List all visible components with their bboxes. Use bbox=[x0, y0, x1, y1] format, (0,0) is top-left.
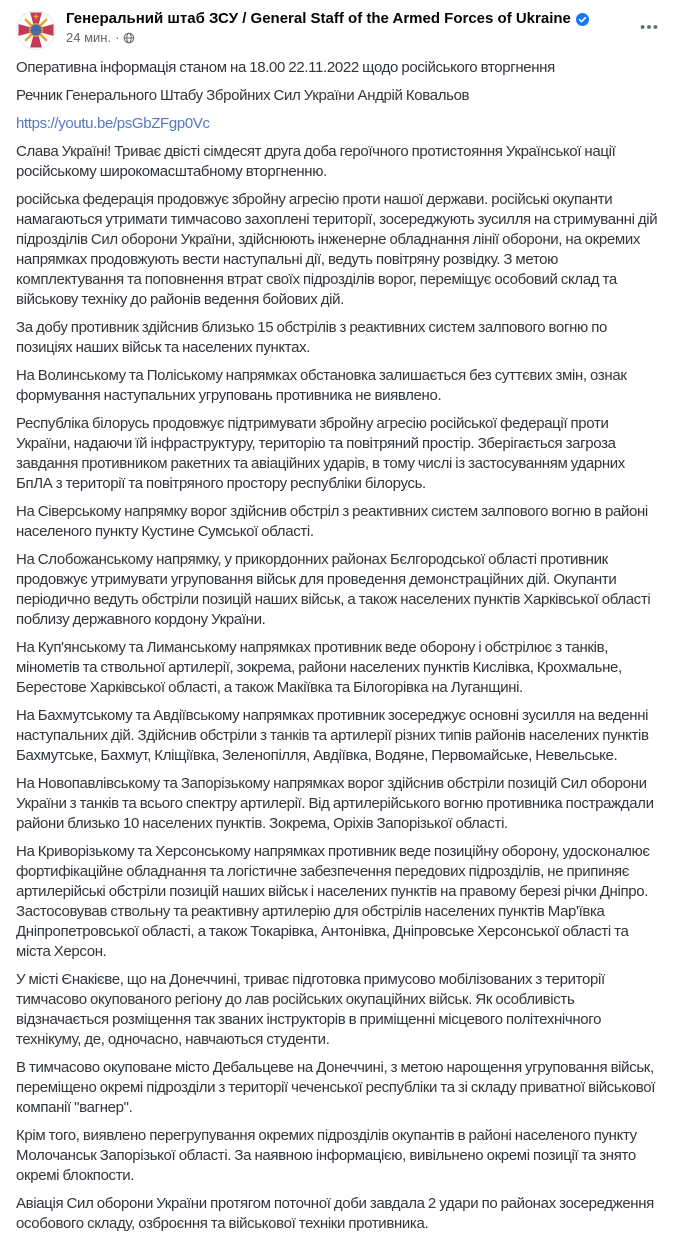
post-meta bbox=[66, 30, 634, 45]
post-paragraph: На Новопавлівському та Запорізькому напрямках ворог здійснив обстріли позицій Сил оборони України з танків та всього спектру артилерії. Від артилерійського вогню противника постраждали райони близько 10 населених пунктів. Зокрема, Оріхів Запорізької області. bbox=[16, 775, 654, 832]
post-paragraph: російська федерація продовжує збройну агресію проти нашої держави. російські окупанти намагаються утримати тимчасово захоплені території, зосереджують зусилля на стримуванні дій підрозділів Сил оборони України, здійснюють інженерне обладнання лінії оборони, на окремих напрямках продовжують вести наступальні дії, ведуть повітряну розвідку. З метою комплектування та поповнення втрат своїх підрозділів ворог, переміщує особовий склад та військову техніку до районів ведення бойових дій. bbox=[16, 191, 658, 308]
post-paragraph: На Бахмутському та Авдіївському напрямках противник зосереджує основні зусилля на веденні наступальних дій. Здійснив обстріли з танків та артилерії різних типів районів населених пунктів Бахмутське, Бахмут, Кліщіївка, Зеленопілля, Авдіївка, Водяне, Первомайське, Невельське. bbox=[16, 707, 649, 764]
post-paragraph: Республіка білорусь продовжує підтримувати збройну агресію російської федерації проти України, надаючи їй інфраструктуру, територію та повітряний простір. Зберігається загроза завдання противником ракетних та авіаційних ударів, в тому числі із застосуванням ударних БпЛА з території та повітряного простору республіки білорусь. bbox=[16, 415, 625, 492]
meta-separator: · bbox=[115, 30, 120, 45]
post-paragraph: Крім того, виявлено перегрупування окремих підрозділів окупантів в районі населеного пункту Молочанськ Запорізької області. За наявною інформацією, вивільнено окремі позиції та знято окремі блокпости. bbox=[16, 1127, 637, 1184]
post-paragraph: На Волинському та Поліському напрямках обстановка залишається без суттєвих змін, ознак формування наступальних угруповань противника не виявлено. bbox=[16, 367, 627, 404]
post-content bbox=[0, 54, 680, 1234]
more-options-button[interactable] bbox=[634, 10, 664, 44]
post-timestamp[interactable]: 24 мин. bbox=[66, 30, 112, 45]
page-avatar[interactable] bbox=[16, 10, 56, 50]
post-paragraph bbox=[16, 114, 664, 134]
more-options-icon bbox=[638, 16, 660, 38]
post-paragraph: У місті Єнакієве, що на Донеччині, триває підготовка примусово мобілізованих з території тимчасово окупованого регіону до лав російських окупаційних військ. Як особливість відзначається розміщення так званих інструкторів в приміщенні місцевого політехнічного технікуму, де, одночасно, навчаються студенти. bbox=[16, 971, 605, 1048]
verified-badge-icon bbox=[576, 13, 589, 26]
post-header bbox=[0, 0, 680, 54]
post-paragraph: Слава Україні! Триває двісті сімдесят друга доба героїчного протистояння Української нації російському широкомасштабному вторгненню. bbox=[16, 143, 616, 180]
globe-public-icon bbox=[123, 32, 135, 44]
youtube-link[interactable]: https://youtu.be/psGbZFgp0Vc bbox=[16, 115, 210, 132]
general-staff-emblem-icon bbox=[16, 10, 56, 50]
post-paragraph: На Сіверському напрямку ворог здійснив обстріл з реактивних систем залпового вогню в районі населеного пункту Кустине Сумської області. bbox=[16, 503, 648, 540]
post-paragraph: Речник Генерального Штабу Збройних Сил України Андрій Ковальов bbox=[16, 87, 470, 104]
post-paragraph: На Криворізькому та Херсонському напрямках противник веде позиційну оборону, удосконалює фортифікаційне обладнання та логістичне забезпечення передових підрозділів, не припиняє артилерійські обстріли позицій наших військ і населених пунктів на правому березі річки Дніпро. Застосовував ствольну та реактивну артилерію для обстрілів населених пунктів Мар'ївка Дніпропетровської області, а також Токарівка, Антонівка, Дніпровське Херсонської області та міста Херсон. bbox=[16, 843, 650, 960]
post-paragraph: На Слобожанському напрямку, у прикордонних районах Бєлгородської області противник продовжує утримувати угруповання військ для проведення демонстраційних дій. Окупанти періодично ведуть обстріли позицій наших військ, а також населених пунктів Харківської області поблизу державного кордону України. bbox=[16, 551, 651, 628]
post-paragraph: За добу противник здійснив близько 15 обстрілів з реактивних систем залпового вогню по позиціях наших військ та населених пунктах. bbox=[16, 319, 608, 356]
page-name-link[interactable]: Генеральний штаб ЗСУ / General Staff of the Armed Forces of Ukraine bbox=[66, 10, 571, 27]
post-paragraph: На Куп'янському та Лиманському напрямках противник веде оборону і обстрілює з танків, мінометів та ствольної артилерії, зокрема, райони населених пунктів Кислівка, Крохмальне, Берестове Харківської області, а також Макіївка та Білогорівка на Луганщині. bbox=[16, 639, 622, 696]
post-header-text bbox=[66, 10, 634, 45]
post-paragraph: В тимчасово окуповане місто Дебальцеве на Донеччині, з метою нарощення угруповання військ, переміщено окремі підрозділи з території чеченської республіки та зі складу приватної військової компанії "вагнер". bbox=[16, 1059, 656, 1116]
post-paragraph: Оперативна інформація станом на 18.00 22.11.2022 щодо російського вторгнення bbox=[16, 59, 555, 76]
post-paragraph: Авіація Сил оборони України протягом поточної доби завдала 2 удари по районах зосередження особового складу, озброєння та військової техніки противника. bbox=[16, 1195, 654, 1232]
